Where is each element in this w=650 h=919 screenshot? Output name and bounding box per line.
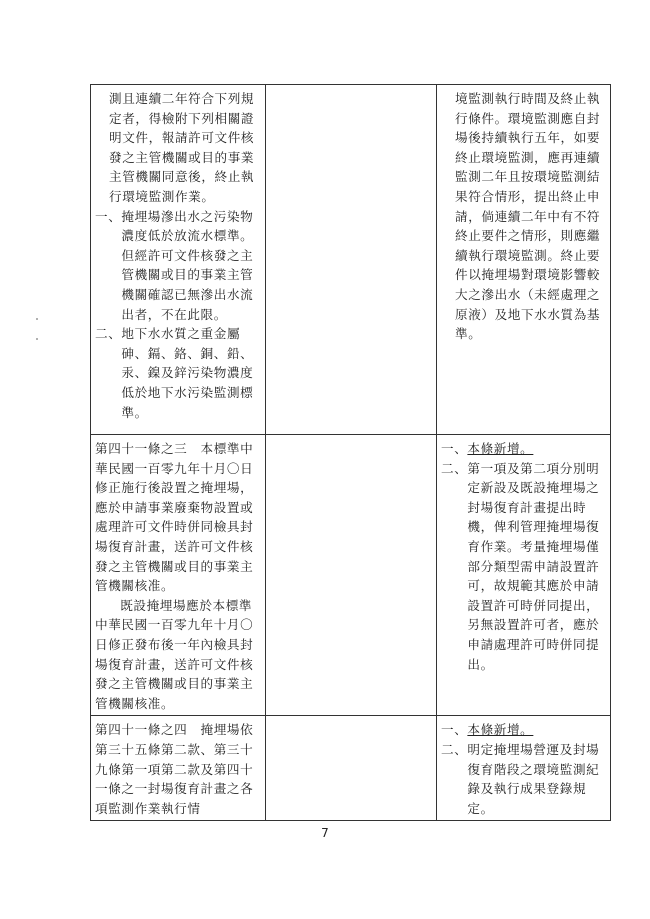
amended-text-cell <box>91 435 266 716</box>
item-number: 一、 <box>441 722 468 738</box>
explanation-cell <box>437 435 611 716</box>
item-number: 二、 <box>441 460 468 476</box>
item-text: 本條新增。 <box>467 441 534 456</box>
item-text: 掩埋場滲出水之污染物濃度低於放流水標準。但經許可文件核發之主管機關或目的事業主管機關確認已無滲出水流出者，不在此限。 <box>121 208 254 322</box>
current-text-cell <box>266 85 437 435</box>
clause-intro: 測且連續二年符合下列規定者，得檢附下列相關證明文件，報請許可文件核發之主管機關或目的事業主管機關同意後，終止執行環境監測作業。 <box>109 91 255 204</box>
explanation-text: 境監測執行時間及終止執行條件。環境監測應自封場後持續執行五年，如要終止環境監測，應再連續監測二年且按環境監測結果符合情形，提出終止申請，倘連續二年中有不符終止要件之情形，則應繼續執行環境監測。終止要件以掩埋場對環境影響較大之滲出水（未經處理之原液）及地下水水質為基準。 <box>455 91 601 342</box>
scan-speck <box>36 318 38 320</box>
article-paragraph: 既設掩埋場應於本標準中華民國一百零九年十月〇日修正發布後一年內檢具封場復育計畫，送許可文件核發之主管機關或目的事業主管機關核准。 <box>95 597 254 711</box>
scan-speck <box>36 338 38 340</box>
item-number: 二、 <box>441 741 468 757</box>
item-number: 二、 <box>95 326 122 342</box>
explanation-item <box>441 720 606 740</box>
explanation-cell <box>437 85 611 435</box>
table-row <box>91 716 611 821</box>
explanation-item <box>441 459 606 675</box>
amended-text-cell <box>91 716 266 821</box>
table-row <box>91 435 611 716</box>
amended-text-cell <box>91 85 266 435</box>
page-number: 7 <box>321 826 329 840</box>
clause-item <box>95 324 261 422</box>
explanation-item <box>441 439 606 459</box>
comparison-table <box>90 84 611 821</box>
clause-item <box>95 207 261 325</box>
item-text: 第一項及第二項分別明定新設及既設掩埋場之封場復育計畫提出時機，俾利管理掩埋場復育作業。考量掩埋場僅部分類型需申請設置許可，故規範其應於申請設置許可時併同提出，另無設置許可者，應於申請處理許可時併同提出。 <box>467 460 600 672</box>
article-text: 第四十一條之三 本標準中華民國一百零九年十月〇日修正施行後設置之掩埋場，應於申請事業廢棄物設置或處理許可文件時併同檢具封場復育計畫，送許可文件核發之主管機關或目的事業主管機關核准。 <box>95 441 254 594</box>
explanation-item <box>441 740 606 818</box>
item-text: 地下水水質之重金屬砷、鎘、鉻、銅、鉛、汞、鎳及鋅污染物濃度低於地下水污染監測標準。 <box>121 326 254 420</box>
article-text: 第四十一條之四 掩埋場依第三十五條第二款、第三十九條第一項第二款及第四十一條之一封場復育計畫之各項監測作業執行情 <box>95 722 254 816</box>
item-text: 明定掩埋場營運及封場復育階段之環境監測紀錄及執行成果登錄規定。 <box>467 741 600 816</box>
item-number: 一、 <box>95 208 122 224</box>
table-row <box>91 85 611 435</box>
current-text-cell <box>266 716 437 821</box>
explanation-cell <box>437 716 611 821</box>
item-text: 本條新增。 <box>467 722 534 738</box>
item-number: 一、 <box>441 441 468 456</box>
current-text-cell <box>266 435 437 716</box>
